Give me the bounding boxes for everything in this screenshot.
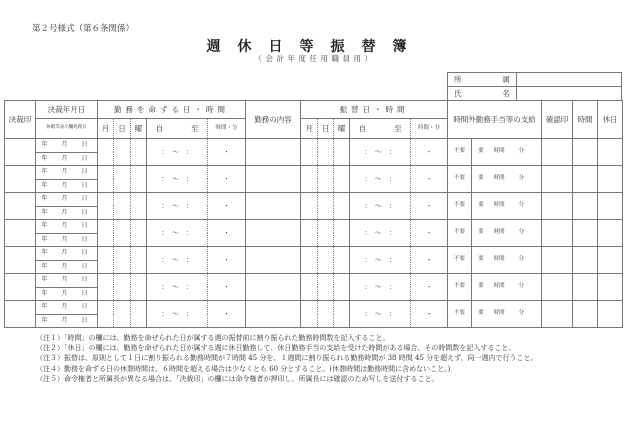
work-duration-cell[interactable]: ・ — [208, 301, 246, 328]
approval-seal-cell[interactable] — [5, 193, 36, 220]
name-label: 氏 名 — [448, 87, 517, 101]
sub-day-cell[interactable] — [318, 166, 334, 193]
sub-weekday-cell[interactable] — [334, 247, 350, 274]
work-day-cell[interactable] — [114, 301, 131, 328]
approval-seal-cell[interactable] — [5, 301, 36, 328]
header-work-from: 自 — [155, 123, 163, 133]
confirm-seal-cell[interactable] — [542, 274, 573, 301]
confirm-seal-cell[interactable] — [542, 301, 573, 328]
pay-required-cell[interactable] — [472, 220, 542, 247]
pay-hours-unit: 時間 — [493, 283, 505, 290]
work-day-cell[interactable] — [114, 193, 131, 220]
pay-minutes-unit: 分 — [518, 148, 525, 155]
processing-date-cell[interactable]: 年 月 日 — [36, 287, 98, 301]
hours-cell[interactable] — [573, 301, 598, 328]
form-code: 第２号様式（第６条関係） — [32, 24, 135, 34]
pay-not-required-option[interactable]: 不要 — [448, 139, 472, 166]
work-month-cell[interactable] — [98, 166, 114, 193]
confirm-seal-cell[interactable] — [542, 220, 573, 247]
name-field[interactable] — [517, 87, 622, 101]
pay-hours-unit: 時間 — [493, 310, 505, 317]
header-work-day: 日 — [114, 119, 131, 139]
hours-cell[interactable] — [573, 274, 598, 301]
approval-seal-cell[interactable] — [5, 139, 36, 166]
sub-month-cell[interactable] — [301, 166, 318, 193]
sub-weekday-cell[interactable] — [334, 139, 350, 166]
sub-day-cell[interactable] — [318, 247, 334, 274]
pay-required-cell[interactable] — [472, 139, 542, 166]
note-1: （注１）「時間」の欄には、勤務を命ぜられた日が属する週の振替前に割り振られた勤務時間数を記入すること。 — [36, 334, 390, 342]
table-row — [5, 274, 623, 288]
sub-month-cell[interactable] — [301, 139, 318, 166]
header-work-from-to — [147, 119, 208, 139]
sub-month-cell[interactable] — [301, 193, 318, 220]
approval-seal-cell[interactable] — [5, 274, 36, 301]
note-2: （注２）「休日」の欄には、勤務を命ぜられた日が属する週に休日勤務して、休日勤務手当の支給を受けた時間がある場合、その時間数を記入すること。 — [36, 344, 516, 353]
approval-date-cell[interactable]: 年 月 日 — [36, 139, 98, 153]
table-row — [5, 166, 623, 180]
sub-weekday-cell[interactable] — [334, 220, 350, 247]
work-month-cell[interactable] — [98, 247, 114, 274]
work-duration-cell[interactable]: ・ — [208, 220, 246, 247]
pay-required-option[interactable]: 要 — [478, 229, 484, 236]
sub-day-cell[interactable] — [318, 301, 334, 328]
sub-day-cell[interactable] — [318, 139, 334, 166]
sub-weekday-cell[interactable] — [334, 193, 350, 220]
sub-day-cell[interactable] — [318, 220, 334, 247]
work-content-cell[interactable] — [246, 193, 301, 220]
header-sub-to: 至 — [394, 123, 402, 133]
confirm-seal-cell[interactable] — [542, 247, 573, 274]
work-content-cell[interactable] — [246, 247, 301, 274]
work-weekday-cell[interactable] — [131, 220, 147, 247]
header-holiday: 休日 — [598, 101, 623, 139]
work-time-range-cell[interactable]: ： 〜 ： — [147, 247, 208, 274]
work-day-cell[interactable] — [114, 166, 131, 193]
sub-time-range-cell[interactable]: ： 〜 ： — [350, 139, 411, 166]
sub-time-range-cell[interactable]: ： 〜 ： — [350, 166, 411, 193]
work-month-cell[interactable] — [98, 193, 114, 220]
header-sub-day: 日 — [318, 119, 334, 139]
pay-not-required-option[interactable]: 不要 — [448, 193, 472, 220]
approval-date-cell[interactable]: 年 月 日 — [36, 274, 98, 288]
hours-cell[interactable] — [573, 247, 598, 274]
substitution-table — [4, 100, 623, 328]
header-sub-month: 月 — [301, 119, 318, 139]
work-duration-cell[interactable]: ・ — [208, 193, 246, 220]
sub-month-cell[interactable] — [301, 247, 318, 274]
work-month-cell[interactable] — [98, 274, 114, 301]
holiday-cell[interactable] — [598, 166, 623, 193]
work-day-cell[interactable] — [114, 220, 131, 247]
affiliation-field[interactable] — [517, 73, 622, 87]
pay-required-cell[interactable] — [472, 166, 542, 193]
holiday-cell[interactable] — [598, 301, 623, 328]
sub-month-cell[interactable] — [301, 301, 318, 328]
note-4: （注４）勤務を命ずる日の休憩時間は、６時間を超える場合は少なくとも 60 分とすること。(休憩時間は勤務時間に含めないこと。) — [36, 364, 451, 373]
processing-date-cell[interactable]: 年 月 日 — [36, 206, 98, 220]
table-row — [5, 220, 623, 234]
pay-hours-unit: 時間 — [493, 175, 505, 182]
pay-not-required-option[interactable]: 不要 — [448, 274, 472, 301]
sub-day-cell[interactable] — [318, 193, 334, 220]
work-weekday-cell[interactable] — [131, 193, 147, 220]
work-weekday-cell[interactable] — [131, 274, 147, 301]
header-sub-from: 自 — [358, 123, 367, 133]
pay-required-cell[interactable] — [472, 193, 542, 220]
pay-not-required-option[interactable]: 不要 — [448, 220, 472, 247]
pay-minutes-unit: 分 — [518, 256, 525, 263]
work-time-range-cell[interactable]: ： 〜 ： — [147, 193, 208, 220]
table-row — [5, 247, 623, 261]
work-weekday-cell[interactable] — [131, 301, 147, 328]
document-title: 週休日等振替簿 — [206, 39, 424, 55]
pay-minutes-unit: 分 — [518, 283, 525, 290]
sub-month-cell[interactable] — [301, 274, 318, 301]
document-subtitle: （会計年度任用職員用） — [254, 54, 376, 63]
sub-weekday-cell[interactable] — [334, 274, 350, 301]
note-3: （注３）振替は、原則として１日に割り振られる勤務時間が７時間 45 分を、１週間に割り振られる勤務時間が 38 時間 45 分を超えず、同一週内で行うこと。 — [36, 354, 538, 363]
work-content-cell[interactable] — [246, 220, 301, 247]
approval-date-cell[interactable]: 年 月 日 — [36, 247, 98, 261]
hours-cell[interactable] — [573, 193, 598, 220]
work-weekday-cell[interactable] — [131, 139, 147, 166]
confirm-seal-cell[interactable] — [542, 166, 573, 193]
work-time-range-cell[interactable]: ： 〜 ： — [147, 274, 208, 301]
sub-time-range-cell[interactable]: ： 〜 ： — [350, 193, 411, 220]
header-approval-date: 決裁年月日 — [36, 101, 98, 119]
processing-date-cell[interactable]: 年 月 日 — [36, 233, 98, 247]
processing-date-cell[interactable]: 年 月 日 — [36, 314, 98, 328]
work-time-range-cell[interactable]: ： 〜 ： — [147, 166, 208, 193]
holiday-cell[interactable] — [598, 274, 623, 301]
sub-time-range-cell[interactable]: ： 〜 ： — [350, 301, 411, 328]
header-overtime-pay: 時間外勤務手当等の支給 — [448, 101, 542, 139]
holiday-cell[interactable] — [598, 193, 623, 220]
approval-date-cell[interactable]: 年 月 日 — [36, 193, 98, 207]
holiday-cell[interactable] — [598, 247, 623, 274]
notes — [36, 333, 538, 384]
sub-duration-cell[interactable]: ・ — [411, 220, 448, 247]
approval-seal-cell[interactable] — [5, 220, 36, 247]
pay-required-option[interactable]: 要 — [478, 202, 484, 209]
table-row — [5, 193, 623, 207]
work-month-cell[interactable] — [98, 301, 114, 328]
sub-time-range-cell[interactable]: ： 〜 ： — [350, 274, 411, 301]
sub-month-cell[interactable] — [301, 220, 318, 247]
approval-date-cell[interactable]: 年 月 日 — [36, 220, 98, 234]
header-sub-from-to — [350, 119, 411, 139]
pay-not-required-option[interactable]: 不要 — [448, 247, 472, 274]
confirm-seal-cell[interactable] — [542, 139, 573, 166]
work-day-cell[interactable] — [114, 139, 131, 166]
approval-date-cell[interactable]: 年 月 日 — [36, 166, 98, 180]
sub-duration-cell[interactable]: ・ — [411, 301, 448, 328]
pay-hours-unit: 時間 — [493, 229, 505, 236]
pay-required-option[interactable]: 要 — [478, 283, 484, 290]
confirm-seal-cell[interactable] — [542, 193, 573, 220]
pay-hours-unit: 時間 — [493, 256, 505, 263]
work-day-cell[interactable] — [114, 247, 131, 274]
table-row — [5, 301, 623, 315]
sub-duration-cell[interactable]: ・ — [411, 274, 448, 301]
work-weekday-cell[interactable] — [131, 247, 147, 274]
pay-minutes-unit: 分 — [518, 175, 525, 182]
sub-duration-cell[interactable]: ・ — [411, 193, 448, 220]
work-duration-cell[interactable]: ・ — [208, 247, 246, 274]
processing-date-cell[interactable]: 年 月 日 — [36, 179, 98, 193]
info-box — [447, 72, 622, 101]
pay-required-option[interactable]: 要 — [478, 310, 484, 317]
sub-duration-cell[interactable]: ・ — [411, 139, 448, 166]
work-weekday-cell[interactable] — [131, 166, 147, 193]
hours-cell[interactable] — [573, 139, 598, 166]
pay-required-option[interactable]: 要 — [478, 175, 484, 182]
header-sub-weekday: 曜 — [334, 119, 350, 139]
header-work-hm: 時間・分 — [208, 119, 246, 139]
pay-required-cell[interactable] — [472, 301, 542, 328]
work-duration-cell[interactable]: ・ — [208, 139, 246, 166]
pay-required-option[interactable]: 要 — [478, 256, 484, 263]
pay-hours-unit: 時間 — [493, 148, 505, 155]
pay-hours-unit: 時間 — [493, 202, 505, 209]
holiday-cell[interactable] — [598, 220, 623, 247]
approval-seal-cell[interactable] — [5, 166, 36, 193]
processing-date-cell[interactable]: 年 月 日 — [36, 260, 98, 274]
pay-minutes-unit: 分 — [518, 229, 525, 236]
pay-required-cell[interactable] — [472, 247, 542, 274]
sub-duration-cell[interactable]: ・ — [411, 247, 448, 274]
pay-not-required-option[interactable]: 不要 — [448, 301, 472, 328]
sub-duration-cell[interactable]: ・ — [411, 166, 448, 193]
sub-time-range-cell[interactable]: ： 〜 ： — [350, 220, 411, 247]
work-time-range-cell[interactable]: ： 〜 ： — [147, 301, 208, 328]
pay-minutes-unit: 分 — [518, 310, 525, 317]
header-sub-hm: 時間・分 — [411, 119, 448, 139]
header-work-to: 至 — [191, 123, 199, 133]
work-content-cell[interactable] — [246, 139, 301, 166]
work-time-range-cell[interactable]: ： 〜 ： — [147, 139, 208, 166]
header-substitute: 振替日・時間 — [301, 101, 448, 119]
work-content-cell[interactable] — [246, 166, 301, 193]
work-month-cell[interactable] — [98, 220, 114, 247]
approval-seal-cell[interactable] — [5, 247, 36, 274]
sub-weekday-cell[interactable] — [334, 166, 350, 193]
header-confirm-seal: 確認印 — [542, 101, 573, 139]
pay-not-required-option[interactable]: 不要 — [448, 166, 472, 193]
header-work-content: 勤務の内容 — [246, 101, 301, 139]
holiday-cell[interactable] — [598, 139, 623, 166]
work-day-cell[interactable] — [114, 274, 131, 301]
processing-date-cell[interactable]: 年 月 日 — [36, 152, 98, 166]
sub-day-cell[interactable] — [318, 274, 334, 301]
hours-cell[interactable] — [573, 220, 598, 247]
table-row — [5, 139, 623, 153]
header-hours: 時間 — [573, 101, 598, 139]
header-work-weekday: 曜 — [131, 119, 147, 139]
sub-weekday-cell[interactable] — [334, 301, 350, 328]
sub-time-range-cell[interactable]: ： 〜 ： — [350, 247, 411, 274]
approval-date-cell[interactable]: 年 月 日 — [36, 301, 98, 315]
header-work-month: 月 — [98, 119, 114, 139]
pay-required-option[interactable]: 要 — [478, 148, 484, 155]
work-duration-cell[interactable]: ・ — [208, 274, 246, 301]
header-work-order: 勤務を命ずる日・時間 — [98, 101, 246, 119]
hours-cell[interactable] — [573, 166, 598, 193]
work-month-cell[interactable] — [98, 139, 114, 166]
pay-minutes-unit: 分 — [518, 202, 525, 209]
pay-required-cell[interactable] — [472, 274, 542, 301]
work-time-range-cell[interactable]: ： 〜 ： — [147, 220, 208, 247]
header-approval-seal: 決裁印 — [5, 101, 36, 139]
work-content-cell[interactable] — [246, 301, 301, 328]
note-5: （注５）命令権者と所属長が異なる場合は、「決裁印」の欄には命令権者が押印し、所属長には確認のため写しを送付すること。 — [36, 374, 439, 383]
affiliation-label: 所 属 — [448, 73, 517, 87]
work-content-cell[interactable] — [246, 274, 301, 301]
header-approval-date-sub: 休暇等表示欄処理日 — [36, 119, 98, 139]
work-duration-cell[interactable]: ・ — [208, 166, 246, 193]
